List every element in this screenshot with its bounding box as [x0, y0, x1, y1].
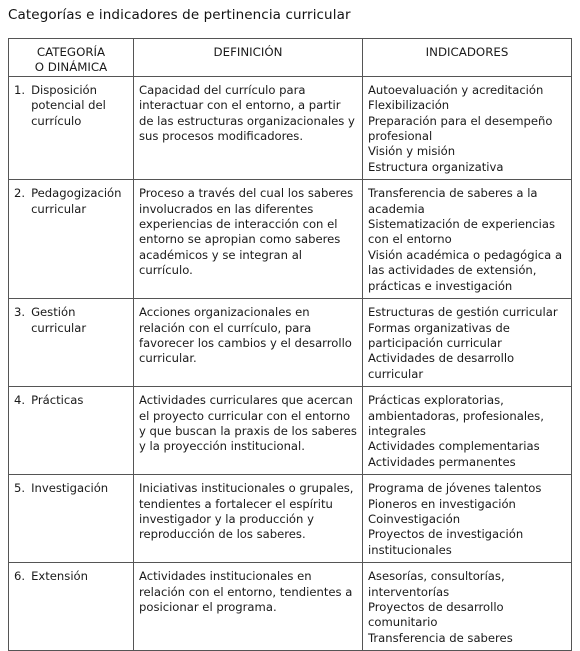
category-label: Prácticas — [31, 393, 84, 408]
category-cell — [9, 180, 134, 299]
definition-cell: Acciones organizacionales en relación con el currículo, para favorecer los cambios y el desarrollo curricular. — [134, 299, 363, 387]
indicator-item: Visión y misión — [368, 144, 456, 159]
indicator-item: Transferencia de saberes — [368, 630, 513, 645]
table-row — [9, 387, 572, 475]
category-label: Extensión — [31, 569, 88, 584]
header-category: CATEGORÍA O DINÁMICA — [9, 39, 134, 77]
header-row — [9, 39, 572, 77]
indicator-item: Prácticas exploratorias, ambientadoras, profesionales, integrales — [368, 393, 544, 438]
category-number: 5. — [14, 481, 26, 496]
indicator-item: Actividades de desarrollo curricular — [368, 351, 515, 381]
table-row — [9, 475, 572, 563]
category-number: 6. — [14, 569, 26, 584]
indicator-item: Actividades permanentes — [368, 454, 516, 469]
table-row — [9, 76, 572, 179]
category-number: 3. — [14, 305, 26, 320]
category-label: Disposición potencial del currículo — [31, 82, 106, 128]
indicator-item: Coinvestigación — [368, 511, 461, 526]
indicator-item: Pioneros en investigación — [368, 496, 516, 511]
indicator-item: Actividades complementarias — [368, 439, 540, 454]
table-row — [9, 180, 572, 299]
indicators-cell — [363, 387, 572, 475]
indicator-item: Autoevaluación y acreditación — [368, 82, 544, 97]
category-cell — [9, 76, 134, 179]
category-label: Investigación — [31, 481, 109, 496]
indicator-item: Preparación para el desempeño profesional — [368, 113, 553, 144]
indicators-cell — [363, 299, 572, 387]
indicators-cell — [363, 180, 572, 299]
indicators-cell — [363, 475, 572, 563]
indicator-item: Estructuras de gestión curricular — [368, 305, 558, 320]
indicator-item: Flexibilización — [368, 98, 450, 113]
definition-cell: Capacidad del currículo para interactuar con el entorno, a partir de las estructuras organizacionales y sus procesos modificadores. — [134, 76, 363, 179]
category-number: 4. — [14, 393, 26, 408]
header-definition: DEFINICIÓN — [134, 39, 363, 77]
category-number: 1. — [14, 82, 26, 97]
category-number: 2. — [14, 186, 26, 201]
definition-cell: Actividades curriculares que acercan el proyecto curricular con el entorno y que buscan la praxis de los saberes y la proyección institucional. — [134, 387, 363, 475]
table-title: Categorías e indicadores de pertinencia curricular — [8, 7, 351, 23]
indicator-item: Sistematización de experiencias con el entorno — [368, 217, 556, 247]
category-label: Gestión curricular — [31, 305, 87, 335]
category-cell — [9, 387, 134, 475]
category-label: Pedagogización curricular — [31, 186, 122, 216]
indicator-item: Programa de jóvenes talentos — [368, 481, 542, 496]
indicator-item: Proyectos de investigación institucionales — [368, 527, 524, 557]
indicators-cell — [363, 76, 572, 179]
indicators-cell — [363, 563, 572, 651]
category-cell — [9, 563, 134, 651]
indicator-item: Asesorías, consultorías, interventorías — [368, 569, 505, 599]
category-cell — [9, 299, 134, 387]
table-row — [9, 563, 572, 651]
definition-cell: Iniciativas institucionales o grupales, tendientes a fortalecer el espíritu investigador y la producción y reproducción de los saberes. — [134, 475, 363, 563]
curricular-relevance-table — [8, 38, 572, 651]
category-cell — [9, 475, 134, 563]
indicator-item: Proyectos de desarrollo comunitario — [368, 600, 504, 630]
indicator-item: Transferencia de saberes a la academia — [368, 186, 538, 216]
definition-cell: Proceso a través del cual los saberes involucrados en las diferentes experiencias de interacción con el entorno se apropian como saberes académicos y se integran al currículo. — [134, 180, 363, 299]
header-indicators: INDICADORES — [363, 39, 572, 77]
table-row — [9, 299, 572, 387]
indicator-item: Estructura organizativa — [368, 159, 504, 174]
indicator-item: Formas organizativas de participación curricular — [368, 320, 510, 350]
definition-cell: Actividades institucionales en relación con el entorno, tendientes a posicionar el programa. — [134, 563, 363, 651]
indicator-item: Visión académica o pedagógica a las actividades de extensión, prácticas e investigación — [368, 247, 563, 293]
